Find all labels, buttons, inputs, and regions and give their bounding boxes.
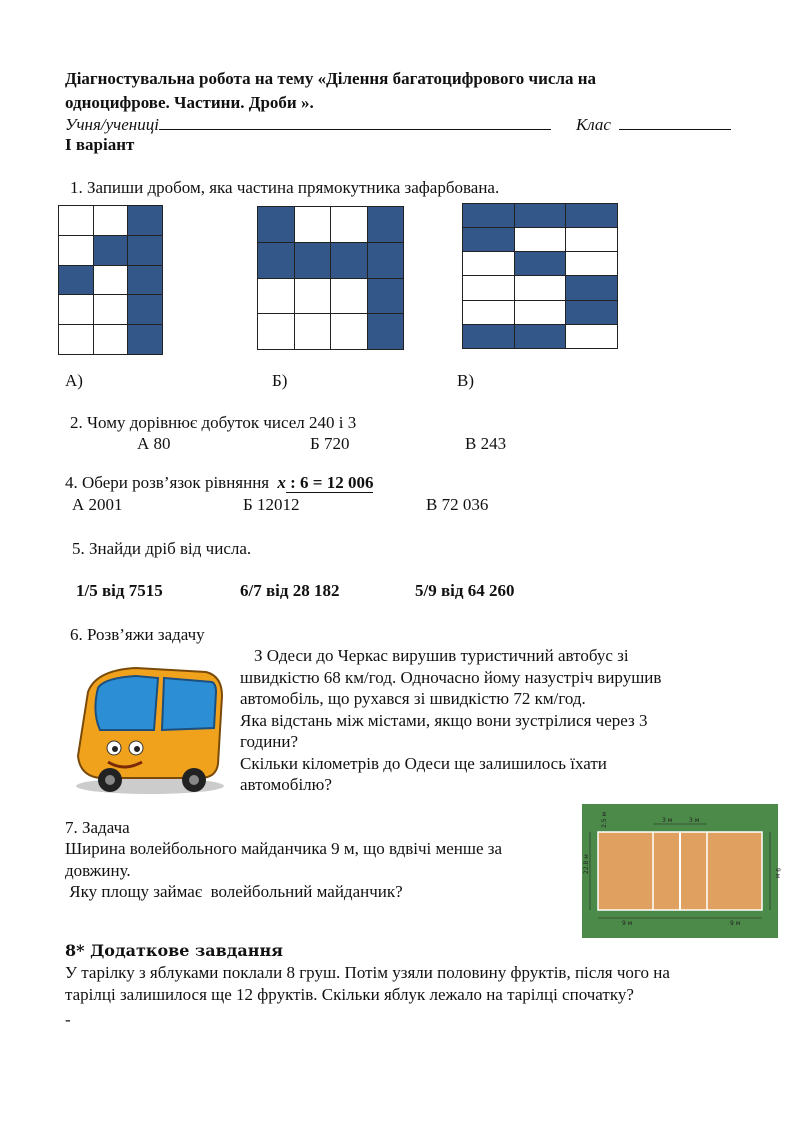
grid-cell-empty	[93, 206, 128, 236]
dim-label-corner: 2.5 м	[601, 812, 608, 828]
grid-cell-shaded	[93, 235, 128, 265]
student-name-blank[interactable]	[159, 115, 551, 130]
task1-label-c: В)	[457, 371, 474, 390]
student-label: Учня/учениці	[65, 115, 159, 134]
task7-line: довжину.	[65, 860, 131, 880]
grid-row	[59, 325, 163, 355]
title-line-1: Діагностувальна робота на тему «Ділення багатоцифрового числа на	[65, 69, 597, 88]
grid-cell-empty	[514, 300, 566, 324]
grid-cell-empty	[514, 276, 566, 300]
task4-option-a: А 2001	[72, 495, 123, 514]
grid-row	[258, 314, 404, 350]
task7-problem	[65, 838, 502, 903]
grid-cell-shaded	[514, 324, 566, 348]
hub-rear	[189, 775, 199, 785]
bus-side-window	[162, 678, 216, 730]
grid-row	[258, 278, 404, 314]
task2-option-c: В 243	[465, 434, 507, 453]
grid-cell-empty	[59, 325, 94, 355]
grid-cell-empty	[463, 252, 515, 276]
grid-row	[463, 204, 618, 228]
grid-cell-empty	[566, 252, 618, 276]
grid-cell-empty	[93, 295, 128, 325]
grid-cell-empty	[294, 278, 331, 314]
grid-cell-empty	[59, 295, 94, 325]
grid-cell-shaded	[514, 204, 566, 228]
rectangle-grid-b	[257, 206, 404, 350]
grid-row	[463, 252, 618, 276]
task4-option-b: Б 12012	[243, 495, 300, 514]
task6-line: Скільки кілометрів до Одеси ще залишилось їхати	[240, 753, 607, 773]
grid-row	[59, 295, 163, 325]
grid-cell-shaded	[566, 276, 618, 300]
student-line	[65, 115, 551, 135]
class-blank[interactable]	[619, 115, 731, 130]
grid-cell-shaded	[128, 295, 163, 325]
grid-cell-empty	[294, 207, 331, 243]
task4-option-c: В 72 036	[426, 495, 489, 514]
task6-line: швидкістю 68 км/год. Одночасно йому назустріч вирушив	[240, 667, 662, 687]
grid-cell-shaded	[128, 206, 163, 236]
task7-line: Яку площу займає волейбольний майданчик?	[65, 882, 403, 901]
bus-illustration	[66, 652, 230, 798]
pupil-right	[134, 746, 140, 752]
grid-cell-shaded	[566, 300, 618, 324]
grid-row	[463, 228, 618, 252]
task2-option-a: А 80	[137, 434, 171, 453]
grid-cell-shaded	[463, 324, 515, 348]
task7-title: 7. Задача	[65, 818, 130, 837]
volleyball-court-diagram	[582, 804, 781, 938]
task6-line: автомобіль, що рухався зі швидкістю 72 км/год.	[240, 689, 586, 708]
grid-cell-empty	[463, 276, 515, 300]
task8-line: тарілці залишилося ще 12 фруктів. Скільки яблук лежало на тарілці спочатку?	[65, 984, 634, 1004]
variant-label: І варіант	[65, 135, 135, 154]
task6-line: автомобілю?	[240, 775, 332, 794]
task1-label-b: Б)	[272, 371, 288, 390]
equation-rest: : 6 = 12 006	[285, 473, 374, 492]
grid-cell-empty	[93, 325, 128, 355]
dim-label-left: 22.8 м	[583, 854, 590, 874]
grid-cell-empty	[514, 228, 566, 252]
title-line-2: одноцифрове. Частини. Дроби ».	[65, 93, 314, 112]
trailing-dash: -	[65, 1010, 71, 1029]
task1-label-a: А)	[65, 371, 83, 390]
task4-line	[65, 473, 373, 493]
task6-line: Яка відстань між містами, якщо вони зустрілися через 3	[240, 710, 648, 730]
grid-row	[59, 206, 163, 236]
task8-title: 8* Додаткове завдання	[65, 941, 283, 960]
task2-option-b: Б 720	[310, 434, 350, 453]
task5-item-3: 5/9 від 64 260	[415, 581, 515, 600]
grid-row	[59, 235, 163, 265]
grid-cell-empty	[93, 265, 128, 295]
dim-label-bottom-left: 9 м	[622, 920, 633, 927]
bus-windshield	[95, 676, 158, 730]
grid-cell-shaded	[566, 204, 618, 228]
grid-row	[258, 242, 404, 278]
task6-problem	[240, 645, 661, 796]
task1-text: 1. Запиши дробом, яка частина прямокутника зафарбована.	[70, 178, 500, 197]
grid-cell-empty	[566, 324, 618, 348]
grid-cell-empty	[59, 206, 94, 236]
grid-cell-empty	[294, 314, 331, 350]
grid-cell-shaded	[258, 242, 295, 278]
task5-item-2: 6/7 від 28 182	[240, 581, 340, 600]
grid-row	[59, 265, 163, 295]
task8-problem	[65, 962, 670, 1005]
hub-front	[105, 775, 115, 785]
task4-text: 4. Обери розв’язок рівняння	[65, 473, 270, 492]
grid-cell-empty	[331, 278, 368, 314]
grid-cell-shaded	[331, 242, 368, 278]
grid-cell-shaded	[463, 228, 515, 252]
task5-item-1: 1/5 від 7515	[76, 581, 163, 600]
dim-label-top-right: 3 м	[689, 817, 700, 824]
task6-line: години?	[240, 732, 299, 751]
rectangle-grid-a	[58, 205, 163, 355]
grid-cell-shaded	[128, 235, 163, 265]
class-line	[576, 115, 731, 135]
grid-row	[463, 276, 618, 300]
grid-cell-empty	[331, 314, 368, 350]
task5-text: 5. Знайди дріб від числа.	[72, 539, 252, 558]
grid-cell-shaded	[258, 207, 295, 243]
grid-cell-shaded	[367, 242, 404, 278]
rectangle-grid-c	[462, 203, 618, 349]
task2-text: 2. Чому дорівнює добуток чисел 240 і 3	[70, 413, 357, 432]
grid-row	[463, 300, 618, 324]
grid-cell-shaded	[59, 265, 94, 295]
dim-label-top-left: 3 м	[662, 817, 673, 824]
grid-cell-shaded	[294, 242, 331, 278]
task8-line: У тарілку з яблуками поклали 8 груш. Потім узяли половину фруктів, після чого на	[65, 963, 670, 982]
task6-line: З Одеси до Черкас вирушив туристичний автобус зі	[254, 646, 629, 665]
grid-cell-shaded	[367, 207, 404, 243]
grid-cell-shaded	[463, 204, 515, 228]
grid-row	[258, 207, 404, 243]
grid-row	[463, 324, 618, 348]
dim-label-right: 9 м	[774, 868, 781, 879]
dim-label-bottom-right: 9 м	[730, 920, 741, 927]
equation-variable: x	[277, 473, 286, 492]
task6-text: 6. Розв’яжи задачу	[70, 625, 205, 644]
grid-cell-empty	[566, 228, 618, 252]
task7-line: Ширина волейбольного майданчика 9 м, що вдвічі менше за	[65, 839, 503, 858]
grid-cell-shaded	[128, 265, 163, 295]
grid-cell-shaded	[367, 314, 404, 350]
grid-cell-empty	[463, 300, 515, 324]
grid-cell-empty	[331, 207, 368, 243]
class-label: Клас	[576, 115, 611, 134]
grid-cell-empty	[258, 314, 295, 350]
grid-cell-empty	[258, 278, 295, 314]
grid-cell-shaded	[128, 325, 163, 355]
grid-cell-empty	[59, 235, 94, 265]
pupil-left	[112, 746, 118, 752]
grid-cell-shaded	[367, 278, 404, 314]
grid-cell-shaded	[514, 252, 566, 276]
